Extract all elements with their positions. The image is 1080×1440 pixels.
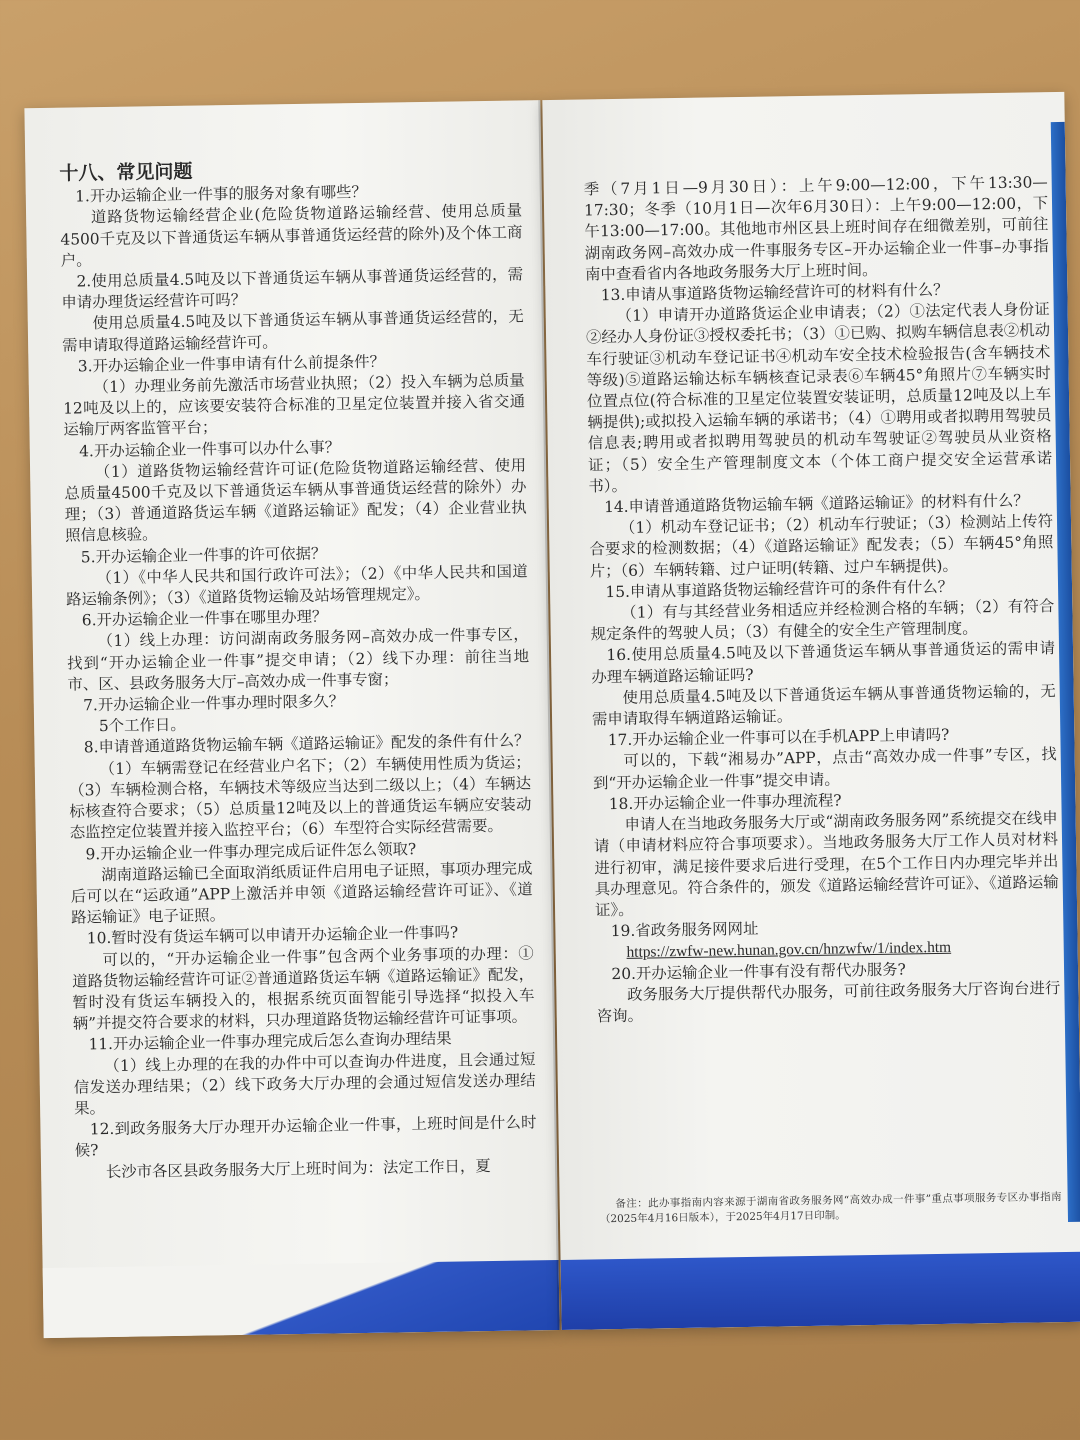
faq-question: 12.到政务服务大厅办理开办运输企业一件事，上班时间是什么时候? xyxy=(74,1113,537,1160)
faq-answer: 使用总质量4.5吨及以下普通货运车辆从事普通货运经营的，无需申请取得道路运输经营许可。 xyxy=(61,307,524,355)
faq-question: 3.开办运输企业一件事申请有什么前提条件？ xyxy=(77,352,386,376)
faq-answer: （1）车辆需登记在经营业户名下；（2）车辆使用性质为货运；（3）车辆检测合格，车辆技术等级应当达到二级以上；（4）车辆达标核查符合要求；（5）总质量12吨及以上的普通货运车辆应安装动态监控定位装置并接入监控平台；（6）车型符合实际经营需要。 xyxy=(68,753,532,842)
left-page-text xyxy=(59,156,537,1183)
faq-question: 15.申请从事道路货物运输经营许可的条件有什么？ xyxy=(605,577,954,602)
faq-question: 7.开办运输企业一件事办理时限多久？ xyxy=(83,692,345,715)
faq-answer: 道路货物运输经营企业(危险货物道路运输经营、使用总质量4500千克及以下普通货运车辆从事普通货运经营的除外)及个体工商户。 xyxy=(60,201,523,270)
faq-question: 11.开办运输企业一件事办理完成后怎么查询办理结果 xyxy=(88,1029,452,1054)
faq-question: 19.省政务服务网网址 xyxy=(610,919,759,941)
faq-answer: 季（7月1日—9月30日）：上午9:00—12:00，下午13:30—17:30；冬季（10月1日—次年6月30日）：上午9:00—12:00，下午13:00—17:00。其他地市州区县上班时间存在细微差别，可前往湖南政务网–高效办成一件事服务专区–开办运输企业一件事–办事指南中查看省内各地政务服务大厅上班时间。 xyxy=(583,173,1049,284)
faq-question: 13.申请从事道路货物运输经营许可的材料有什么？ xyxy=(600,280,949,305)
right-page xyxy=(542,92,1080,1330)
faq-question: 16.使用总质量4.5吨及以下普通货运车辆从事普通货运的需申请办理车辆道路运输证吗? xyxy=(591,639,1056,687)
section-heading: 十八、常见问题 xyxy=(59,160,193,185)
footnote: 备注：此办事指南内容来源于湖南省政务服务网“高效办成一件事”重点事项服务专区办事指南（2025年4月16日版本），于2025年4月17日印制。 xyxy=(599,1190,1062,1225)
faq-question: 4.开办运输企业一件事可以办什么事？ xyxy=(79,437,341,461)
right-page-blue-band xyxy=(561,1252,1080,1330)
faq-answer: （1）有与其经营业务相适应并经检测合格的车辆；（2）有符合规定条件的驾驶人员；（3）有健全的安全生产管理制度。 xyxy=(590,597,1055,644)
faq-answer: 长沙市各区县政务服务大厅上班时间为：法定工作日，夏 xyxy=(105,1156,491,1181)
website-link[interactable]: https://zwfw-new.hunan.gov.cn/hnzwfw/1/index.htm xyxy=(626,939,952,962)
faq-question: 14.申请普通道路货物运输车辆《道路运输证》的材料有什么？ xyxy=(603,491,1029,517)
faq-question: 18.开办运输企业一件事办理流程? xyxy=(608,791,842,814)
faq-question: 5.开办运输企业一件事的许可依据？ xyxy=(80,544,327,567)
faq-answer: （1）办理业务前先激活市场营业执照；（2）投入车辆为总质量12吨及以上的，应该要安装符合标准的卫星定位装置并接入省交通运输厅两客监管平台； xyxy=(62,371,526,440)
brochure xyxy=(24,92,1080,1338)
right-page-text xyxy=(584,172,1061,1027)
faq-answer: 可以的，下载“湘易办”APP，点击“高效办成一件事”专区，找到“开办运输企业一件事”提交申请。 xyxy=(592,745,1057,793)
faq-question: 8.申请普通道路货物运输车辆《道路运输证》配发的条件有什么？ xyxy=(83,731,530,757)
faq-answer: 使用总质量4.5吨及以下普通货运车辆从事普通货物运输的，无需申请取得车辆道路运输证。 xyxy=(591,681,1056,729)
faq-question: 6.开办运输企业一件事在哪里办理？ xyxy=(81,607,328,630)
left-page-blue-band xyxy=(43,1260,560,1338)
faq-answer: （1）机动车登记证书；（2）机动车行驶证；（3）检测站上传符合要求的检测数据；（4）《道路运输证》配发表；（5）车辆45°角照片；（6）车辆转籍、过户证明(转籍、过户车辆提供)。 xyxy=(589,512,1054,581)
faq-question: 2.使用总质量4.5吨及以下普通货运车辆从事普通货运经营的，需申请办理货运经营许可吗？ xyxy=(61,265,524,312)
faq-question: 20.开办运输企业一件事有没有帮代办服务? xyxy=(611,960,906,983)
faq-answer: 5个工作日。 xyxy=(98,716,186,736)
faq-question: 10.暂时没有货运车辆可以申请开办运输企业一件事吗? xyxy=(86,923,459,948)
faq-question: 1.开办运输企业一件事的服务对象有哪些？ xyxy=(75,183,368,206)
faq-answer: （1）线上办理：访问湖南政务服务网–高效办成一件事专区，找到“开办运输企业一件事”提交申请；（2）线下办理：前往当地市、区、县政务服务大厅–高效办成一件事专窗； xyxy=(66,625,530,694)
left-page xyxy=(24,100,559,1338)
faq-question: 9.开办运输企业一件事办理完成后证件怎么领取? xyxy=(85,839,417,863)
faq-answer: （1）线上办理的在我的办件中可以查询办件进度，且会通过短信发送办理结果；（2）线下政务大厅办理的会通过短信发送办理结果。 xyxy=(73,1049,536,1118)
faq-answer: （1）申请开办道路货运企业申请表；（2）①法定代表人身份证②经办人身份证③授权委托书；（3）①已购、拟购车辆信息表②机动车行驶证③机动车登记证书④机动车安全技术检验报告(含车辆技术等级)⑤道路运输达标车辆核查记录表⑥车辆45°角照片⑦车辆实时位置点位(符合标准的卫星定位装置安装证明，总质量12吨及以上车辆提供);或拟投入运输车辆的承诺书；（4）①聘用或者拟聘用驾驶员信息表;聘用或者拟聘用驾驶员的机动车驾驶证②驾驶员从业资格证；（5）安全生产管理制度文本（个体工商户提交安全运营承诺书）。 xyxy=(585,300,1053,496)
faq-question: 17.开办运输企业一件事可以在手机APP上申请吗? xyxy=(607,726,950,750)
faq-answer: 政务服务大厅提供帮代办服务，可前往政务服务大厅咨询台进行咨询。 xyxy=(596,978,1061,1026)
faq-answer: （1）《中华人民共和国行政许可法》；（2）《中华人民共和国道路运输条例》；（3）《道路货物运输及站场管理规定》。 xyxy=(65,562,528,609)
faq-answer: （1）道路货物运输经营许可证(危险货物道路运输经营、使用总质量4500千克及以下普通货运车辆从事普通货运经营的除外）办理；（3）普通道路货运车辆《道路运输证》配发；（4）企业营业执照信息核验。 xyxy=(64,456,527,546)
faq-answer: 可以的，“开办运输企业一件事”包含两个业务事项的办理：①道路货物运输经营许可证②普通道路货运车辆《道路运输证》配发，暂时没有货运车辆投入的，根据系统页面智能引导选择“拟投入车辆”并提交符合要求的材料，只办理道路货物运输经营许可证事项。 xyxy=(71,943,535,1033)
faq-answer: 申请人在当地政务服务大厅或“湖南政务服务网”系统提交在线申请（申请材料应符合事项要求）。当地政务服务大厅工作人员对材料进行初审，满足接件要求后进行受理，在5个工作日内办理完毕并出具办理意见。符合条件的，颁发《道路运输经营许可证》、《道路运输证》。 xyxy=(593,809,1059,920)
faq-answer: 湖南道路运输已全面取消纸质证件启用电子证照，事项办理完成后可以在“运政通”APP上激活并申领《道路运输经营许可证》、《道路运输证》电子证照。 xyxy=(70,859,533,927)
